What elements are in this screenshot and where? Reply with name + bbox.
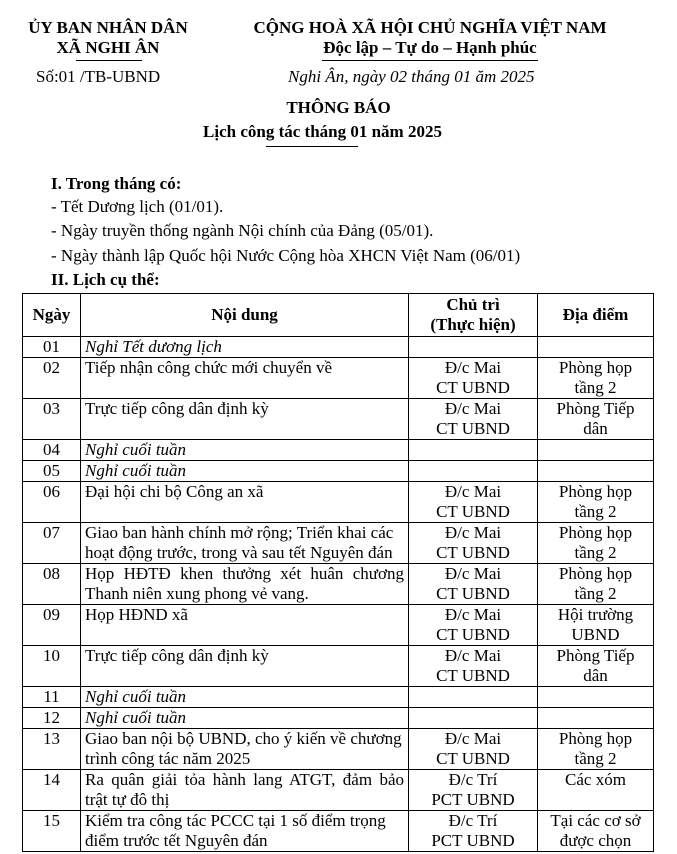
place-line: tầng 2 xyxy=(574,502,617,521)
cell-chair xyxy=(409,337,538,358)
section-1-heading: I. Trong tháng có: xyxy=(51,174,182,193)
cell-content-line: Trực tiếp công dân định kỳ xyxy=(85,646,269,665)
table-row xyxy=(23,770,654,811)
cell-chair xyxy=(409,461,538,482)
cell-content xyxy=(81,523,409,564)
schedule-table xyxy=(22,293,654,852)
chair-line: Đ/c Mai xyxy=(444,523,502,542)
cell-place xyxy=(538,440,654,461)
chair-line: Đ/c Mai xyxy=(444,646,502,665)
cell-content-line: Họp HĐND xã xyxy=(85,605,188,624)
header-content: Nội dung xyxy=(81,294,409,337)
cell-place xyxy=(538,337,654,358)
cell-content-line: Nghỉ cuối tuần xyxy=(85,708,187,727)
motto-underline xyxy=(322,60,538,61)
cell-day: 06 xyxy=(23,482,81,523)
table-row xyxy=(23,440,654,461)
table-row xyxy=(23,687,654,708)
cell-content-line: Giao ban nội bộ UBND, cho ý kiến về chương xyxy=(85,729,402,748)
table-row xyxy=(23,523,654,564)
header-chair xyxy=(409,294,538,337)
cell-chair xyxy=(409,564,538,605)
cell-chair xyxy=(409,770,538,811)
org-underline xyxy=(76,60,142,61)
cell-chair xyxy=(409,523,538,564)
section-1-item: - Tết Dương lịch (01/01). xyxy=(51,197,224,216)
chair-line: Đ/c Mai xyxy=(444,399,502,418)
cell-content-line: Nghỉ cuối tuần xyxy=(85,440,187,459)
cell-place xyxy=(538,729,654,770)
chair-line: Đ/c Mai xyxy=(444,358,502,377)
cell-chair xyxy=(409,482,538,523)
cell-place xyxy=(538,482,654,523)
chair-line: Đ/c Mai xyxy=(444,605,502,624)
document-number: Số:01 /TB-UBND xyxy=(36,67,161,86)
cell-place xyxy=(538,605,654,646)
cell-chair xyxy=(409,399,538,440)
cell-day: 14 xyxy=(23,770,81,811)
cell-chair xyxy=(409,440,538,461)
chair-line: CT UBND xyxy=(436,584,510,603)
place-line: tầng 2 xyxy=(574,584,617,603)
cell-content xyxy=(81,646,409,687)
cell-content xyxy=(81,770,409,811)
chair-line: CT UBND xyxy=(436,625,510,644)
cell-content-line: Trực tiếp công dân định kỳ xyxy=(85,399,269,418)
chair-line: CT UBND xyxy=(436,666,510,685)
section-2-heading: II. Lịch cụ thể: xyxy=(51,270,160,289)
cell-place xyxy=(538,399,654,440)
header-chair-line1: Chủ trì xyxy=(446,295,500,314)
nation-name: CỘNG HOÀ XÃ HỘI CHỦ NGHĨA VIỆT NAM xyxy=(253,18,607,37)
cell-content xyxy=(81,337,409,358)
cell-day: 11 xyxy=(23,687,81,708)
chair-line: Đ/c Trí xyxy=(448,811,498,830)
chair-line: CT UBND xyxy=(436,378,510,397)
cell-content xyxy=(81,708,409,729)
cell-place xyxy=(538,358,654,399)
place-line: Phòng họp xyxy=(558,358,633,377)
cell-content-line: trình công tác năm 2025 xyxy=(85,749,251,768)
table-row xyxy=(23,729,654,770)
cell-content xyxy=(81,687,409,708)
cell-day: 08 xyxy=(23,564,81,605)
header-chair-line2: (Thực hiện) xyxy=(430,315,516,334)
cell-place xyxy=(538,564,654,605)
motto: Độc lập – Tự do – Hạnh phúc xyxy=(323,38,537,57)
place-line: Phòng Tiếp xyxy=(556,646,635,665)
cell-content xyxy=(81,440,409,461)
cell-content xyxy=(81,564,409,605)
cell-content-line: Nghỉ cuối tuần xyxy=(85,461,187,480)
place-line: dân xyxy=(583,666,608,685)
chair-line: Đ/c Mai xyxy=(444,564,502,583)
cell-content xyxy=(81,729,409,770)
cell-content-line: trật tự đô thị xyxy=(85,790,170,809)
cell-content-line: Kiểm tra công tác PCCC tại 1 số điểm trọng xyxy=(85,811,386,830)
cell-chair xyxy=(409,646,538,687)
chair-line: PCT UBND xyxy=(431,790,515,809)
table-row xyxy=(23,605,654,646)
cell-day: 10 xyxy=(23,646,81,687)
table-row xyxy=(23,708,654,729)
place-line: UBND xyxy=(571,625,620,644)
table-header-row xyxy=(23,294,654,337)
cell-day: 13 xyxy=(23,729,81,770)
place-date: Nghi Ân, ngày 02 tháng 01 ăm 2025 xyxy=(288,67,535,86)
subtitle-underline xyxy=(266,146,358,147)
place-line: tầng 2 xyxy=(574,378,617,397)
cell-content xyxy=(81,811,409,852)
chair-line: Đ/c Mai xyxy=(444,729,502,748)
table-row xyxy=(23,358,654,399)
table-row xyxy=(23,811,654,852)
cell-day: 05 xyxy=(23,461,81,482)
cell-chair xyxy=(409,708,538,729)
table-row xyxy=(23,337,654,358)
cell-day: 12 xyxy=(23,708,81,729)
place-line: Tại các cơ sở xyxy=(550,811,641,830)
cell-day: 03 xyxy=(23,399,81,440)
cell-day: 07 xyxy=(23,523,81,564)
table-row xyxy=(23,564,654,605)
place-line: dân xyxy=(583,419,608,438)
cell-content xyxy=(81,605,409,646)
chair-line: CT UBND xyxy=(436,419,510,438)
cell-content xyxy=(81,399,409,440)
place-line: Phòng họp xyxy=(558,564,633,583)
cell-content-line: Ra quân giải tỏa hành lang ATGT, đảm bảo xyxy=(85,770,404,789)
header-place: Địa điểm xyxy=(538,294,654,337)
section-1-item: - Ngày truyền thống ngành Nội chính của Đảng (05/01). xyxy=(51,221,434,240)
org-name-line1: ỦY BAN NHÂN DÂN xyxy=(28,18,188,37)
cell-content-line: Đại hội chi bộ Công an xã xyxy=(85,482,264,501)
cell-place xyxy=(538,687,654,708)
org-name-line2: XÃ NGHI ÂN xyxy=(56,38,160,57)
header-day: Ngày xyxy=(23,294,81,337)
section-1-item: - Ngày thành lập Quốc hội Nước Cộng hòa XHCN Việt Nam (06/01) xyxy=(51,246,521,265)
table-row xyxy=(23,482,654,523)
cell-day: 09 xyxy=(23,605,81,646)
cell-place xyxy=(538,708,654,729)
place-line: được chọn xyxy=(559,831,632,850)
cell-content-line: Giao ban hành chính mở rộng; Triển khai các xyxy=(85,523,394,542)
cell-place xyxy=(538,461,654,482)
cell-place xyxy=(538,770,654,811)
cell-chair xyxy=(409,358,538,399)
table-row xyxy=(23,461,654,482)
place-line: tầng 2 xyxy=(574,749,617,768)
cell-place xyxy=(538,523,654,564)
cell-content-line: điểm trước tết Nguyên đán xyxy=(85,831,268,850)
document-title: THÔNG BÁO xyxy=(286,98,391,117)
cell-place xyxy=(538,646,654,687)
place-line: Phòng họp xyxy=(558,523,633,542)
cell-content xyxy=(81,461,409,482)
chair-line: Đ/c Trí xyxy=(448,770,498,789)
cell-chair xyxy=(409,605,538,646)
cell-content xyxy=(81,482,409,523)
place-line: Hội trường xyxy=(557,605,634,624)
chair-line: CT UBND xyxy=(436,749,510,768)
chair-line: Đ/c Mai xyxy=(444,482,502,501)
cell-chair xyxy=(409,687,538,708)
cell-content-line: Nghỉ Tết dương lịch xyxy=(85,337,222,356)
cell-content-line: Nghỉ cuối tuần xyxy=(85,687,187,706)
place-line: Phòng họp xyxy=(558,729,633,748)
cell-chair xyxy=(409,729,538,770)
place-line: tầng 2 xyxy=(574,543,617,562)
cell-place xyxy=(538,811,654,852)
document-subtitle: Lịch công tác tháng 01 năm 2025 xyxy=(203,122,442,141)
chair-line: PCT UBND xyxy=(431,831,515,850)
cell-day: 02 xyxy=(23,358,81,399)
cell-day: 04 xyxy=(23,440,81,461)
chair-line: CT UBND xyxy=(436,543,510,562)
place-line: Các xóm xyxy=(565,770,626,789)
cell-content-line: hoạt động trước, trong và sau tết Nguyên đán xyxy=(85,543,393,562)
cell-content xyxy=(81,358,409,399)
cell-day: 15 xyxy=(23,811,81,852)
chair-line: CT UBND xyxy=(436,502,510,521)
cell-content-line: Thanh niên xung phong vẻ vang. xyxy=(85,584,309,603)
cell-chair xyxy=(409,811,538,852)
place-line: Phòng Tiếp xyxy=(556,399,635,418)
table-row xyxy=(23,646,654,687)
table-row xyxy=(23,399,654,440)
cell-content-line: Họp HĐTĐ khen thưởng xét huân chương xyxy=(85,564,404,583)
cell-content-line: Tiếp nhận công chức mới chuyển về xyxy=(85,358,333,377)
place-line: Phòng họp xyxy=(558,482,633,501)
cell-day: 01 xyxy=(23,337,81,358)
